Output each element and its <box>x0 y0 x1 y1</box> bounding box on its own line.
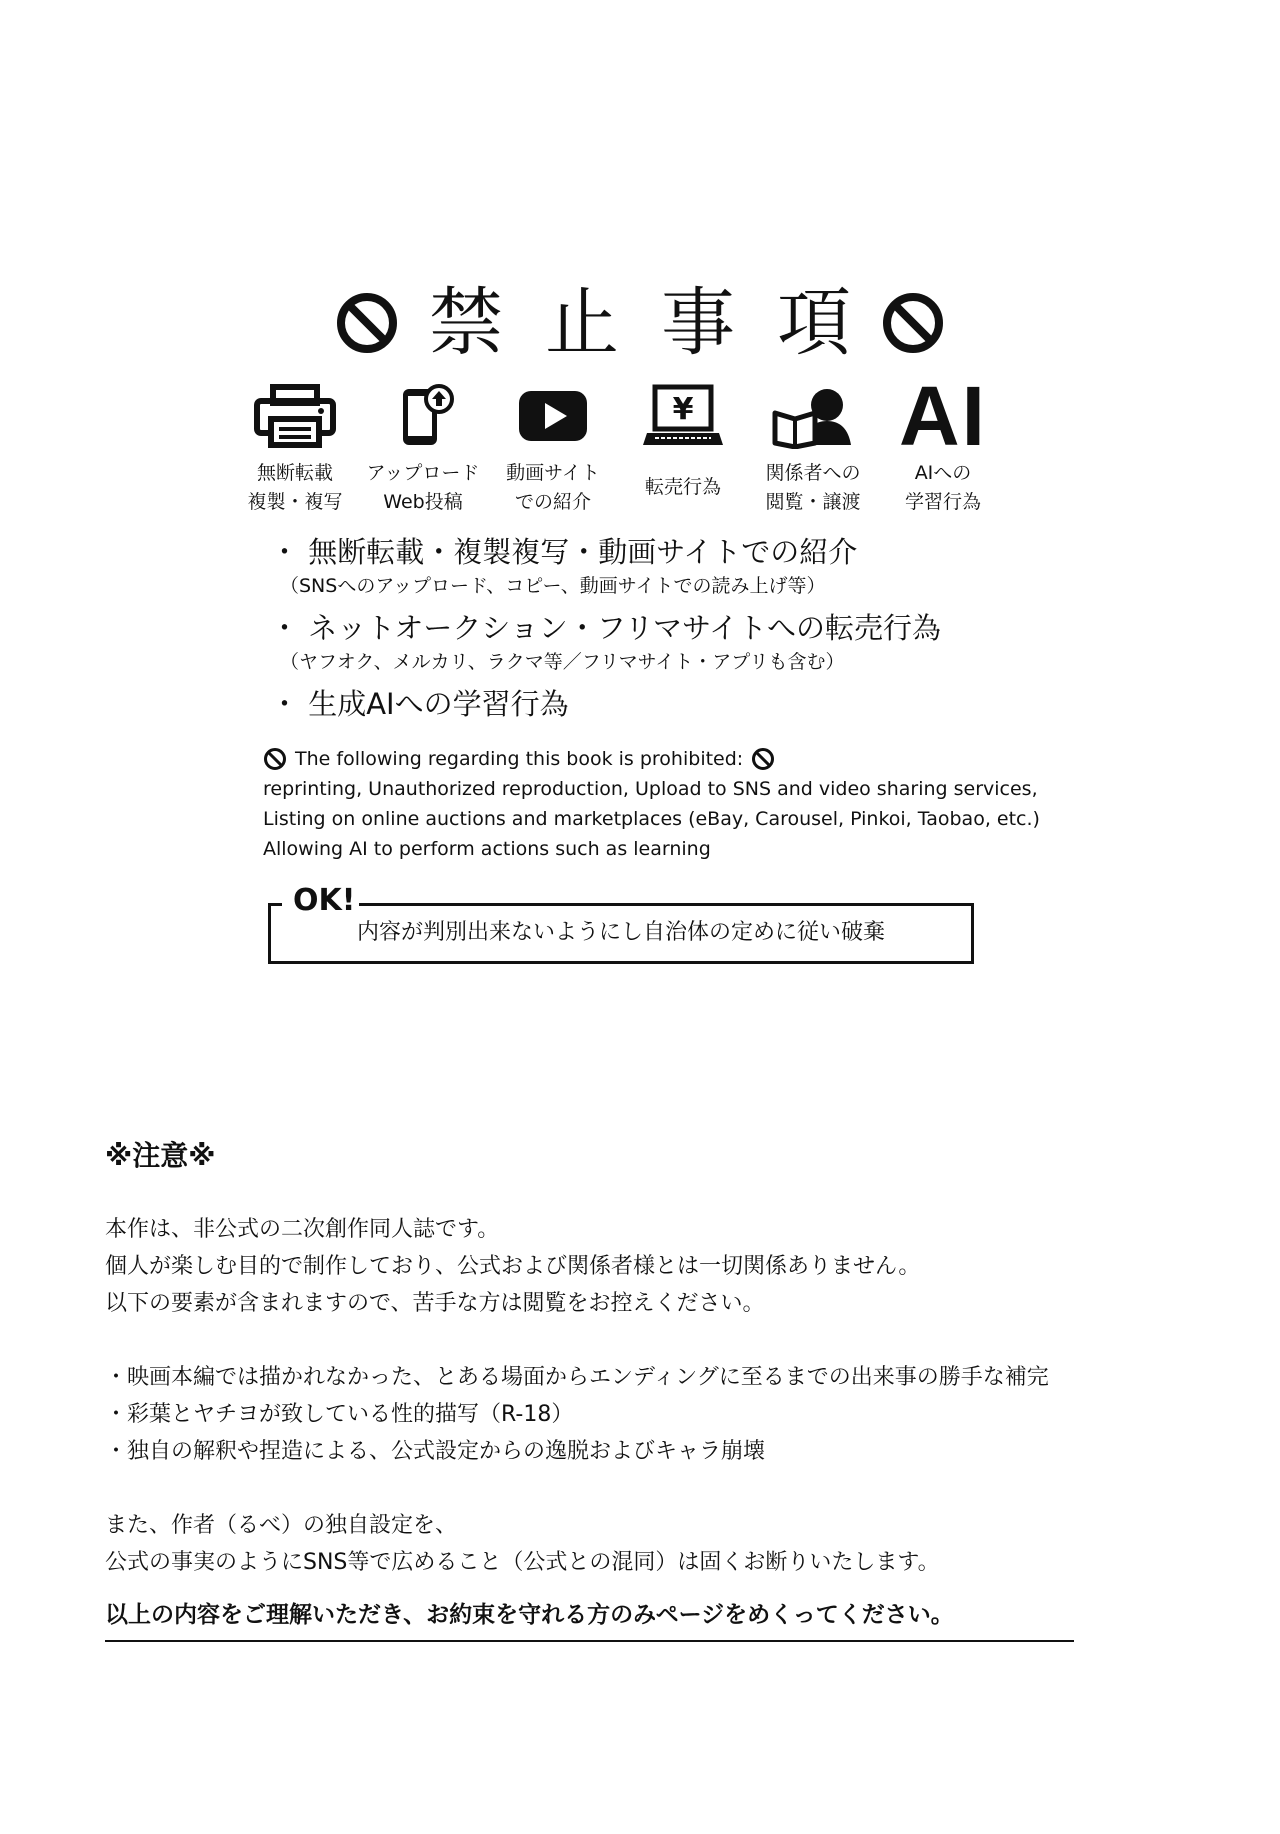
icon-item-video <box>488 383 618 517</box>
prohibited-title-row <box>0 278 1280 368</box>
english-line: Listing on online auctions and marketplaces (eBay, Carousel, Pinkoi, Taobao, etc.) <box>263 808 1040 830</box>
no-entry-icon <box>881 291 945 355</box>
list-item: ・ 生成AIへの学習行為 <box>270 687 569 721</box>
list-item: ・ 無断転載・複製複写・動画サイトでの紹介 （SNSへのアップロード、コピー、動画サイトでの読み上げ等） <box>270 535 858 597</box>
prohibited-list <box>270 532 1170 724</box>
icon-label: 関係者への 閲覧・譲渡 <box>765 462 861 513</box>
no-entry-icon <box>751 747 775 771</box>
icon-item-resale <box>618 383 748 502</box>
ai-text-icon: AI <box>899 369 987 463</box>
icon-label: 転売行為 <box>644 476 721 498</box>
phone-upload-icon <box>381 383 465 449</box>
caution-line: 個人が楽しむ目的で制作しており、公式および関係者様とは一切関係ありません。 <box>105 1254 921 1279</box>
icon-item-share <box>748 383 878 517</box>
ok-text: 内容が判別出来ないようにし自治体の定めに従い破棄 <box>356 920 885 945</box>
english-notice <box>263 744 1143 864</box>
caution-section <box>105 1137 1205 1642</box>
ok-box <box>268 883 974 964</box>
icon-label: AIへの 学習行為 <box>904 462 981 513</box>
list-item: ・ ネットオークション・フリマサイトへの転売行為 （ヤフオク、メルカリ、ラクマ等／フリマサイト・アプリも含む） <box>270 611 941 673</box>
caution-line: 以下の要素が含まれますので、苦手な方は閲覧をお控えください。 <box>105 1291 765 1316</box>
printer-icon <box>253 383 337 449</box>
english-heading-row <box>263 744 1143 774</box>
caution-line: 公式の事実のようにSNS等で広めること（公式との混同）は固くお断りいたします。 <box>105 1550 940 1575</box>
caution-line: 本作は、非公式の二次創作同人誌です。 <box>105 1217 500 1242</box>
english-heading: The following regarding this book is prohibited: <box>295 748 744 770</box>
caution-final-line: 以上の内容をご理解いただき、お約束を守れる方のみページをめくってください。 <box>105 1597 1074 1642</box>
video-play-icon <box>511 383 595 449</box>
page-title: 禁止事項 <box>429 280 893 366</box>
caution-item: ・彩葉とヤチヨが致している性的描写（R-18） <box>105 1402 574 1427</box>
icon-item-upload <box>358 383 488 517</box>
caution-heading: ※注意※ <box>105 1139 216 1172</box>
icon-item-ai <box>878 369 1008 517</box>
person-book-icon <box>771 383 855 449</box>
icon-item-reprint <box>230 383 360 517</box>
english-line: Allowing AI to perform actions such as learning <box>263 838 711 860</box>
no-entry-icon <box>335 291 399 355</box>
no-entry-icon <box>263 747 287 771</box>
prohibited-icon-row <box>230 369 1010 523</box>
caution-item: ・映画本編では描かれなかった、とある場面からエンディングに至るまでの出来事の勝手な補完 <box>105 1365 1049 1390</box>
caution-line: また、作者（るべ）の独自設定を、 <box>105 1513 458 1538</box>
ok-label: OK! <box>289 881 359 921</box>
yen-laptop-icon <box>641 383 725 449</box>
icon-label: 無断転載 複製・複写 <box>247 462 343 513</box>
caution-item: ・独自の解釈や捏造による、公式設定からの逸脱およびキャラ崩壊 <box>105 1439 766 1464</box>
svg-text:¥: ¥ <box>672 392 694 427</box>
english-line: reprinting, Unauthorized reproduction, Upload to SNS and video sharing services, <box>263 778 1038 800</box>
icon-label: 動画サイト での紹介 <box>506 462 600 513</box>
icon-label: アップロード Web投稿 <box>366 462 480 513</box>
